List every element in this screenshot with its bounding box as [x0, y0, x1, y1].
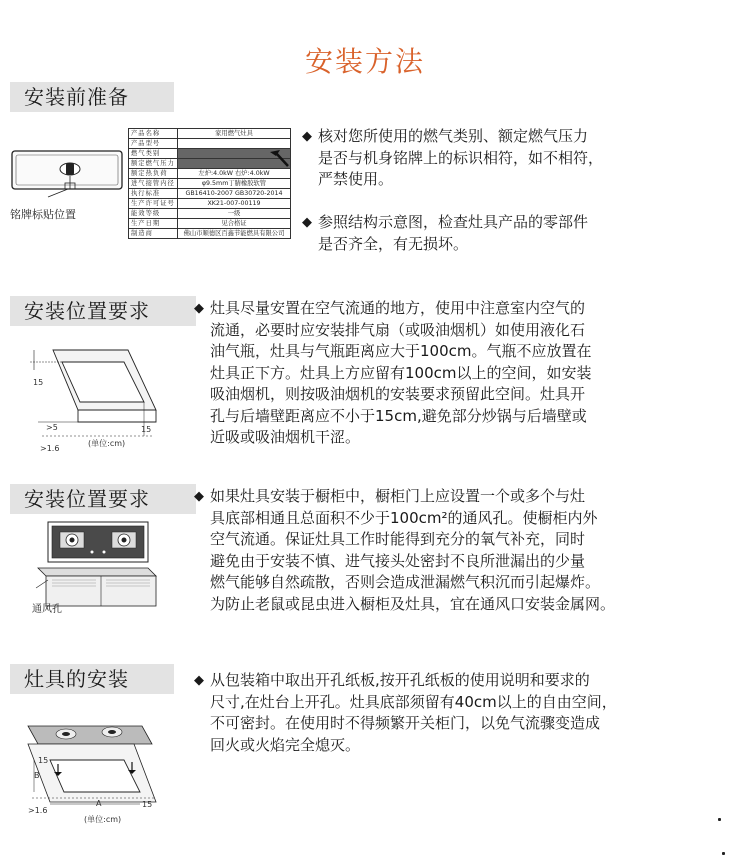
text-line: 油气瓶，灶具与气瓶距离应大于100cm。气瓶不应放置在: [210, 342, 592, 360]
table-row: [129, 209, 291, 219]
text-line: 近吸或吸油烟机干涩。: [210, 428, 361, 446]
page-title: 安装方法: [304, 45, 425, 78]
spec-value: XK21-007-00119: [178, 199, 291, 209]
text-line: 回火或火焰完全熄灭。: [210, 735, 361, 754]
nameplate-location-caption: 铭牌标贴位置: [10, 208, 76, 221]
spec-value: φ9.5mm丁腈橡胶软管: [178, 179, 291, 189]
spec-key: 燃气类别: [129, 149, 178, 159]
dim-label: >1.6: [28, 806, 48, 815]
table-row: [129, 189, 291, 199]
spec-key: 产品型号: [129, 139, 178, 149]
diamond-bullet-icon: ◆: [302, 129, 312, 144]
section-heading-cabinet: 安装位置要求: [10, 484, 196, 514]
diamond-bullet-icon: ◆: [194, 301, 204, 316]
dim-label: 15: [33, 378, 44, 387]
text-line: 灶具尽量安置在空气流通的地方，使用中注意室内空气的: [210, 299, 586, 317]
text-line: 避免由于安装不慎、进气接头处密封不良所泄漏出的少量: [210, 551, 586, 570]
dim-label: B: [34, 771, 40, 780]
dim-label: 15: [141, 425, 152, 434]
table-row: [129, 149, 291, 159]
table-row: [129, 199, 291, 209]
table-row: [129, 229, 291, 239]
text-line: 尺寸,在灶台上开孔。灶具底部须留有40cm以上的自由空间，: [210, 692, 617, 711]
dim-label: 15: [142, 800, 153, 809]
text-line: 是否与机身铭牌上的标识相符，如不相符，: [318, 148, 604, 167]
spec-value: GB16410-2007 GB30720-2014: [178, 189, 291, 199]
spec-key: 能效等级: [129, 209, 178, 219]
text-line: 是否齐全，有无损坏。: [318, 234, 469, 253]
table-row: [129, 129, 291, 139]
text-line: 孔与后墙壁距离应不小于15cm,避免部分炒锅与后墙壁或: [210, 406, 587, 425]
text-line: 为防止老鼠或昆虫进入橱柜及灶具，宜在通风口安装金属网。: [210, 594, 616, 613]
unit-label: (单位:cm): [84, 815, 122, 824]
spec-value: 一级: [178, 209, 291, 219]
spec-key: 产品名称: [129, 129, 178, 139]
spec-key: 进气接管内径: [129, 179, 178, 189]
text-line: 从包装箱中取出开孔纸板,按开孔纸板的使用说明和要求的: [210, 671, 590, 689]
text-line: 参照结构示意图，检查灶具产品的零部件: [318, 213, 589, 231]
dim-label: A: [96, 799, 102, 808]
table-row: [129, 159, 291, 169]
decorative-dot: [722, 852, 725, 855]
text-line: 空气流通。保证灶具工作时能得到充分的氧气补充，同时: [210, 530, 586, 548]
cabinet-vent-diagram: [28, 518, 158, 608]
diamond-bullet-icon: ◆: [194, 489, 204, 504]
bullet-cabinet-ventilation: [194, 486, 722, 615]
table-row: [129, 219, 291, 229]
spec-value: 家用燃气灶具: [178, 129, 291, 139]
spec-key: 生产日期: [129, 219, 178, 229]
table-row: [129, 169, 291, 179]
spec-value: [178, 139, 291, 149]
text-line: 核对您所使用的燃气类别、额定燃气压力: [318, 127, 589, 145]
table-row: [129, 179, 291, 189]
spec-value: 佛山市顺德区百鑫节能燃具有限公司: [178, 229, 291, 239]
vent-hole-caption: 通风孔: [32, 604, 62, 615]
spec-key: 执行标准: [129, 189, 178, 199]
nameplate-spec-table: [128, 128, 291, 239]
countertop-clearance-diagram: [28, 340, 158, 452]
text-line: 吸油烟机，则按吸油烟机的安装要求预留此空间。灶具开: [210, 385, 586, 403]
spec-key: 制造商: [129, 229, 178, 239]
spec-key: 生产许可证号: [129, 199, 178, 209]
decorative-dot: [718, 818, 721, 821]
bullet-stove-installation: [194, 670, 722, 756]
spec-value: 左炉:4.0kW 右炉:4.0kW: [178, 169, 291, 179]
dim-label: 15: [38, 756, 49, 765]
text-line: 严禁使用。: [318, 170, 394, 188]
text-line: 流通，必要时应安装排气扇（或吸油烟机）如使用液化石: [210, 320, 586, 339]
unit-label: (单位:cm): [88, 439, 126, 448]
section-heading-preparation: 安装前准备: [10, 82, 174, 112]
spec-value: 见合格证: [178, 219, 291, 229]
section-heading-stove-installation: 灶具的安装: [10, 664, 174, 694]
bullet-gas-check: [302, 126, 718, 191]
bullet-location-requirements: [194, 298, 722, 449]
pointer-arrow-icon: [268, 148, 290, 170]
spec-key: 额定热负荷: [129, 169, 178, 179]
dim-label: >1.6: [40, 444, 60, 453]
text-line: 燃气能够自然疏散，否则会造成泄漏燃气积沉而引起爆炸。: [210, 573, 601, 591]
text-line: 不可密封。在使用时不得频繁开关柜门，以免气流骤变造成: [210, 714, 601, 732]
bullet-parts-check: [302, 212, 718, 255]
text-line: 如果灶具安装于橱柜中，橱柜门上应设置一个或多个与灶: [210, 487, 586, 505]
text-line: 灶具正下方。灶具上方应留有100cm以上的空间，如安装: [210, 363, 592, 382]
dim-label: >5: [46, 423, 58, 432]
section-heading-location: 安装位置要求: [10, 296, 196, 326]
table-row: [129, 139, 291, 149]
spec-key: 额定燃气压力: [129, 159, 178, 169]
diamond-bullet-icon: ◆: [302, 215, 312, 230]
diamond-bullet-icon: ◆: [194, 673, 204, 688]
text-line: 具底部相通且总面积不少于100cm²的通风孔。使橱柜内外: [210, 508, 598, 527]
